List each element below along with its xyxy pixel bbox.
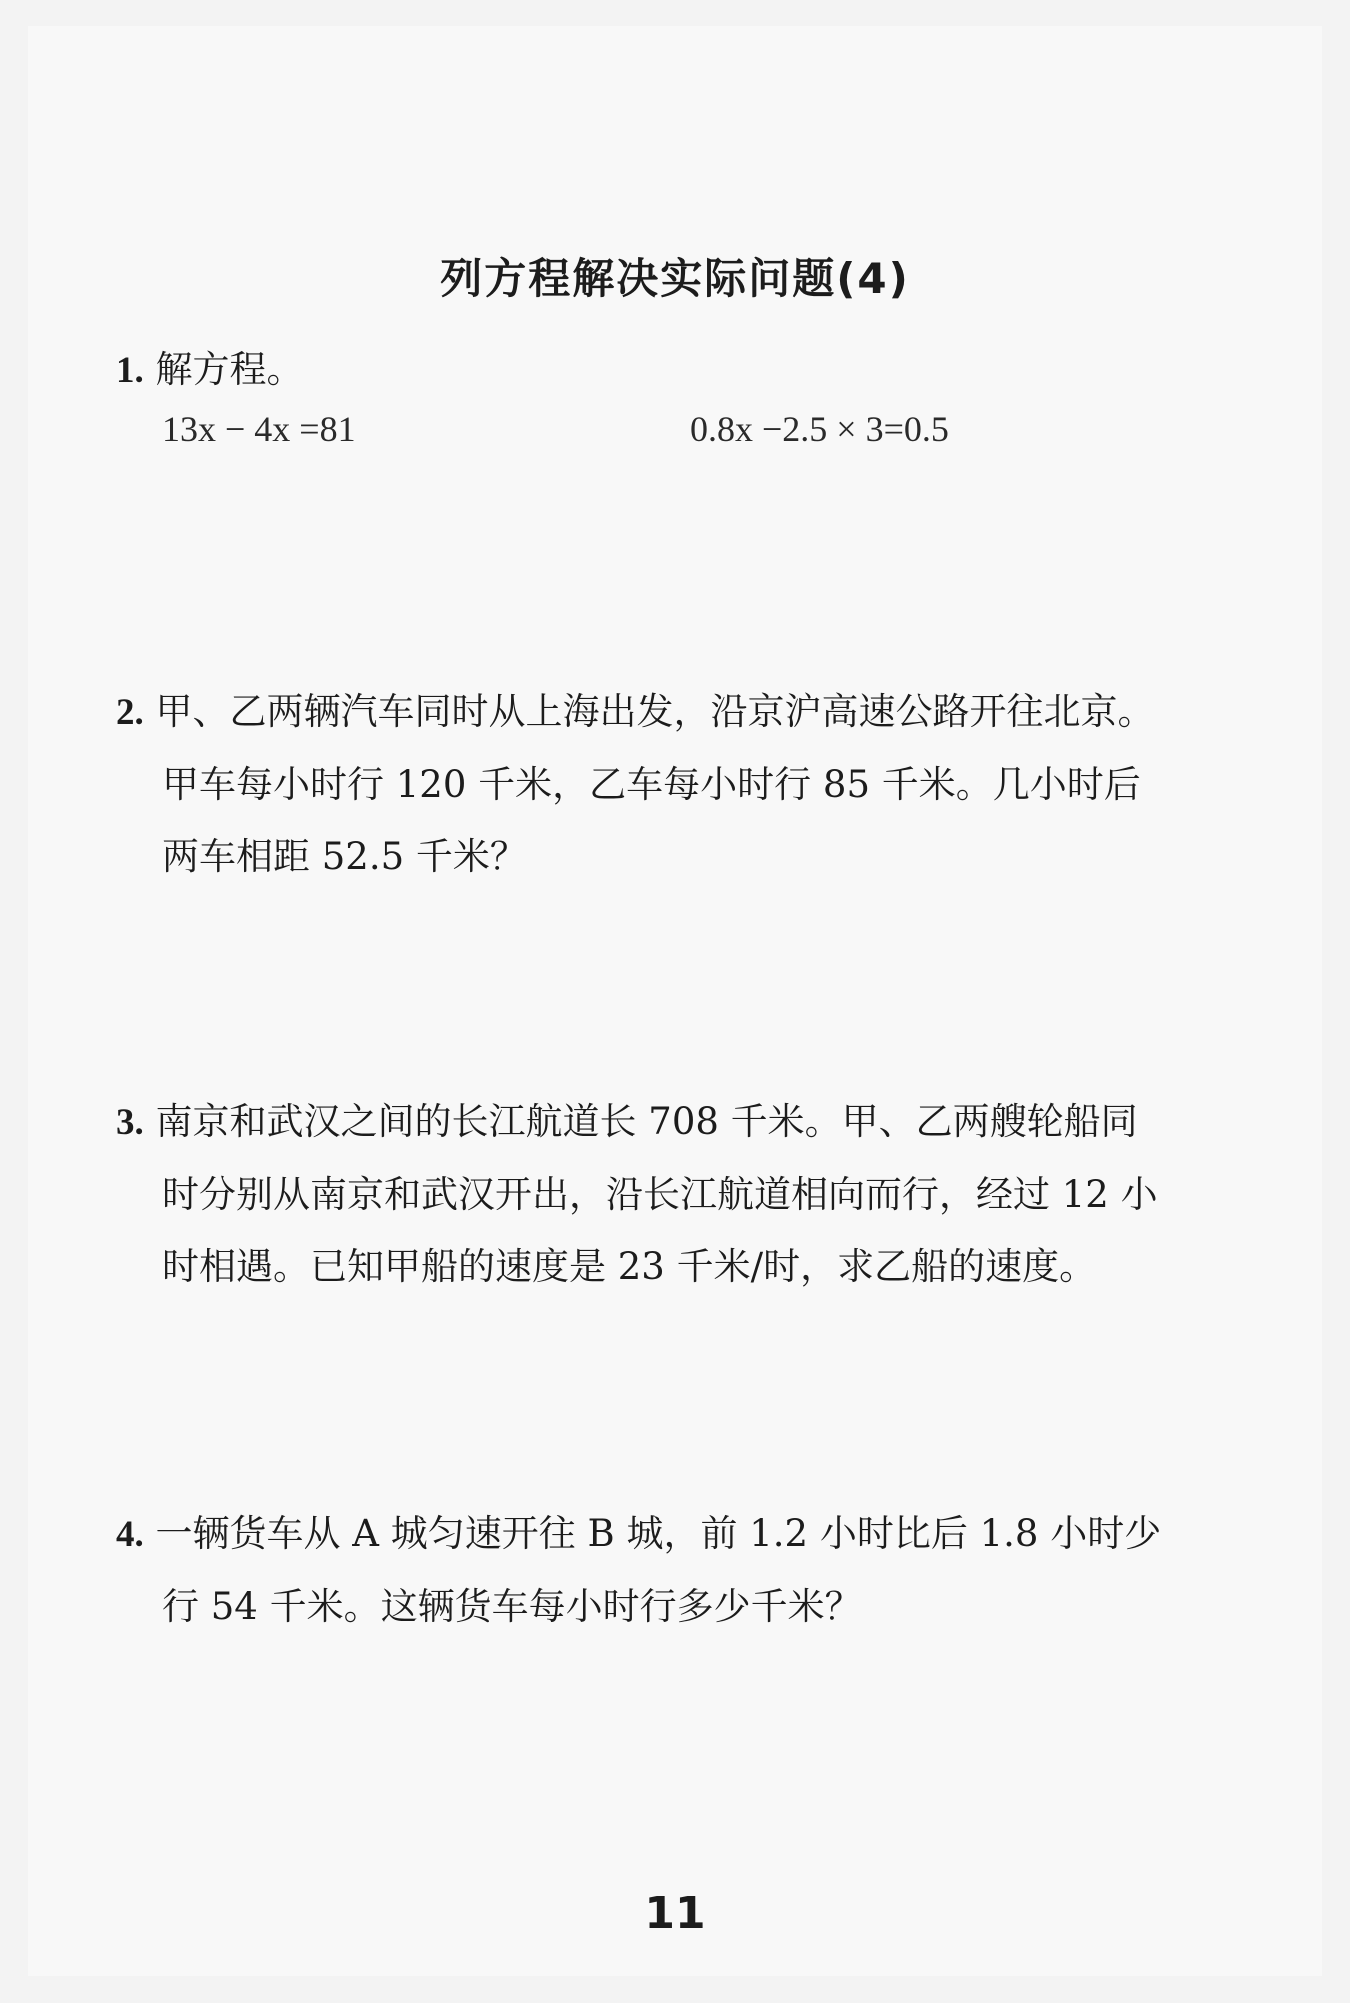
question-text: 解方程。 bbox=[155, 348, 304, 391]
question-2 bbox=[116, 676, 1206, 893]
equation-1: 13x − 4x =81 bbox=[162, 409, 356, 449]
question-number: 1. bbox=[116, 350, 144, 391]
page-number: 11 bbox=[644, 1888, 706, 1939]
question-4 bbox=[116, 1498, 1206, 1643]
question-line: 行 54 千米。这辆货车每小时行多少千米？ bbox=[162, 1585, 862, 1628]
equation-2: 0.8x −2.5 × 3=0.5 bbox=[690, 409, 949, 449]
worksheet-page bbox=[28, 26, 1322, 1976]
question-1 bbox=[116, 334, 1206, 407]
question-number: 3. bbox=[116, 1102, 144, 1143]
question-3 bbox=[116, 1086, 1206, 1303]
question-line: 时分别从南京和武汉开出，沿长江航道相向而行，经过 12 小 bbox=[162, 1173, 1158, 1216]
question-line: 甲、乙两辆汽车同时从上海出发，沿京沪高速公路开往北京。 bbox=[155, 690, 1155, 733]
question-line: 时相遇。已知甲船的速度是 23 千米/时，求乙船的速度。 bbox=[162, 1245, 1097, 1288]
question-line: 南京和武汉之间的长江航道长 708 千米。甲、乙两艘轮船同 bbox=[155, 1100, 1138, 1143]
question-number: 4. bbox=[116, 1514, 144, 1555]
equation-row bbox=[162, 408, 1162, 450]
question-line: 一辆货车从 A 城匀速开往 B 城，前 1.2 小时比后 1.8 小时少 bbox=[155, 1512, 1162, 1555]
question-line: 甲车每小时行 120 千米，乙车每小时行 85 千米。几小时后 bbox=[162, 763, 1141, 806]
question-number: 2. bbox=[116, 692, 144, 733]
question-line: 两车相距 52.5 千米？ bbox=[162, 835, 527, 878]
page-title: 列方程解决实际问题(4) bbox=[440, 254, 910, 303]
